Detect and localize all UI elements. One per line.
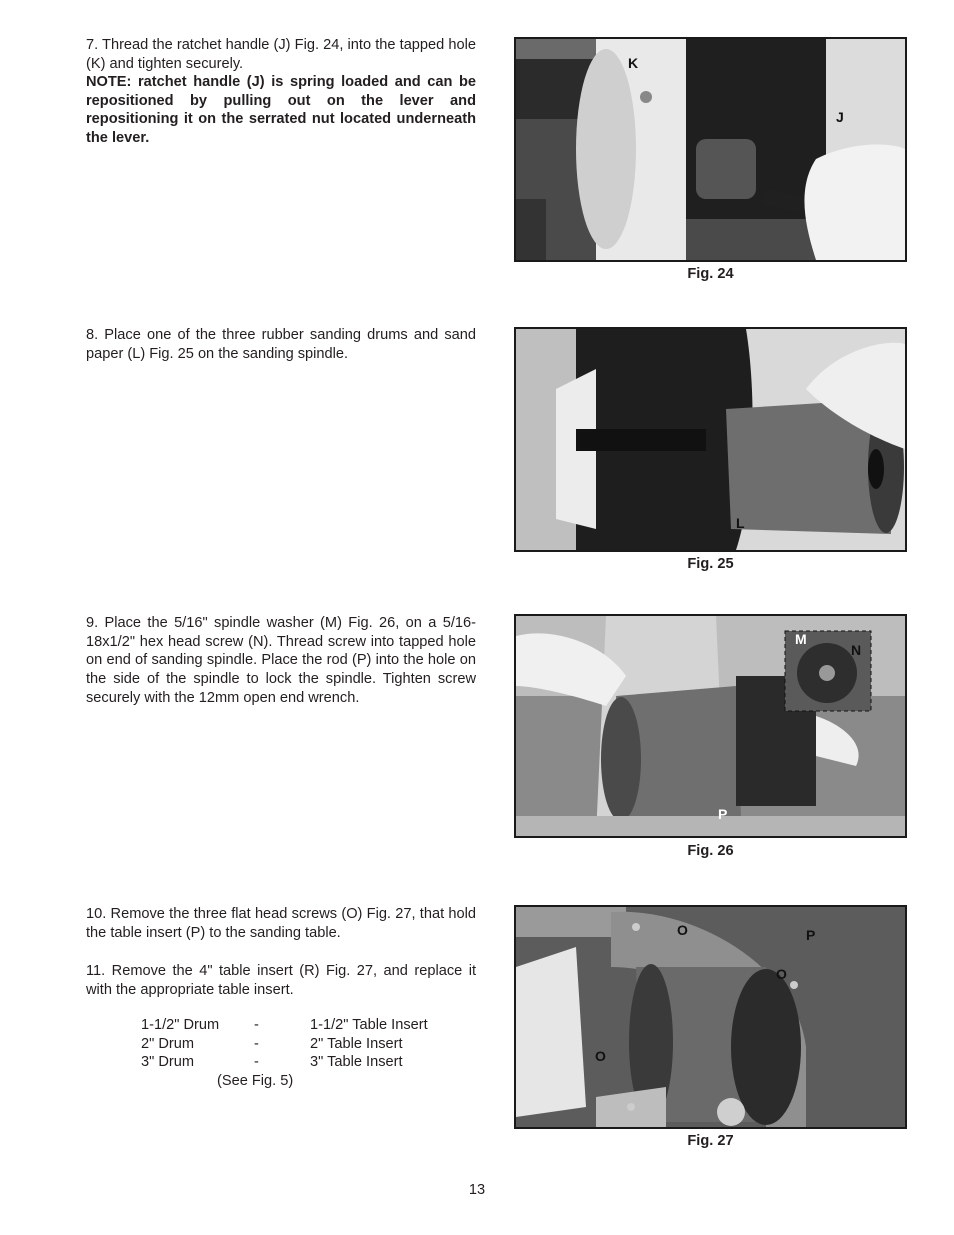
step-7-text: 7. Thread the ratchet handle (J) Fig. 24, into the tapped hole (K) and tighten securely.	[86, 37, 476, 72]
drum-size: 3" Drum	[141, 1054, 195, 1071]
label-p-fig27: P	[806, 927, 816, 943]
step-9-text: 9. Place the 5/16" spindle washer (M) Fig. 26, on a 5/16-18x1/2" hex head screw (N). Thread screw into tapped hole on end of sanding spindle. Place the rod (P) into the hole on the side of the spindle to lock the spindle. Tighten screw securely with the 12mm open end wrench.	[86, 615, 476, 706]
dash: -	[254, 1017, 259, 1033]
page-number: 13	[468, 1182, 486, 1198]
table-insert: 2" Table Insert	[310, 1035, 403, 1052]
table-insert: 3" Table Insert	[310, 1054, 403, 1071]
drum-insert-table	[141, 1017, 428, 1073]
label-k: K	[628, 55, 639, 71]
label-j: J	[836, 109, 844, 125]
label-m: M	[795, 631, 807, 647]
step-11-text: 11. Remove the 4" table insert (R) Fig. 27, and replace it with the appropriate table insert.	[86, 963, 476, 998]
label-n: N	[851, 642, 862, 658]
step-7-note: NOTE: ratchet handle (J) is spring loaded and can be repositioned by pulling out on the lever and repositioning it on the serrated nut located underneath the lever.	[86, 74, 476, 147]
figure-25-photo	[514, 327, 907, 552]
figure-26-caption: Fig. 26	[687, 843, 734, 859]
figure-24-caption: Fig. 24	[687, 266, 734, 282]
table-row	[141, 1054, 428, 1073]
dash: -	[254, 1054, 259, 1071]
label-o-top: O	[677, 922, 688, 938]
label-p-fig26: P	[718, 806, 728, 822]
drum-size: 2" Drum	[141, 1035, 195, 1052]
label-o-right: O	[776, 966, 787, 982]
table-row	[141, 1017, 428, 1036]
figure-25-caption: Fig. 25	[687, 556, 734, 572]
figure-24-photo	[514, 37, 907, 262]
label-o-left: O	[595, 1048, 606, 1064]
table-insert: 1-1/2" Table Insert	[310, 1017, 428, 1033]
drum-size: 1-1/2" Drum	[141, 1017, 220, 1033]
dash: -	[254, 1035, 259, 1052]
step-10-text: 10. Remove the three flat head screws (O) Fig. 27, that hold the table insert (P) to the sanding table.	[86, 906, 476, 941]
label-l: L	[736, 515, 745, 531]
figure-26-photo	[514, 614, 907, 838]
table-row	[141, 1036, 428, 1055]
step-8-text: 8. Place one of the three rubber sanding drums and sand paper (L) Fig. 25 on the sanding spindle.	[86, 327, 476, 362]
figure-27-caption: Fig. 27	[687, 1133, 734, 1149]
see-fig-5-note: (See Fig. 5)	[217, 1073, 294, 1089]
figure-27-photo	[514, 905, 907, 1129]
